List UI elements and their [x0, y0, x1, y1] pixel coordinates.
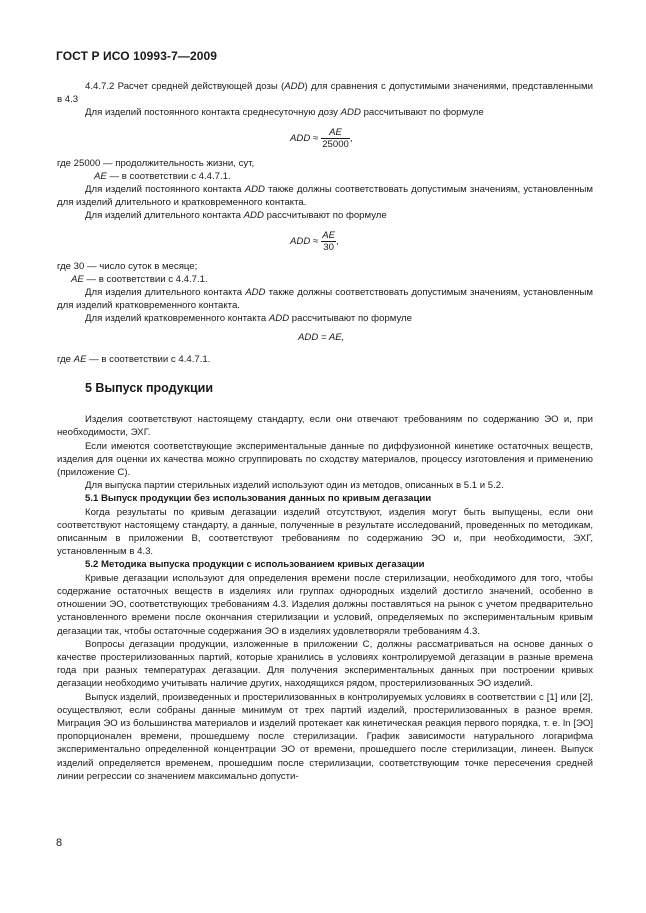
document-header: ГОСТ Р ИСО 10993-7—2009: [56, 49, 218, 63]
subsection-title: 5.2 Методика выпуска продукции с использованием кривых дегазации: [85, 559, 425, 571]
formula: ADD = AE,: [298, 331, 345, 343]
page-number: 8: [56, 837, 63, 849]
fraction-denominator: 25000: [322, 138, 349, 150]
formula-fraction: [321, 230, 336, 253]
formula-lhs: ADD ≈: [290, 132, 319, 144]
paragraph: Вопросы дегазации продукции, изложенные в приложении С, должны рассматриваться на основе данных о качестве простерилизованных партий, которые хранились в условиях контролируемой дегазации в разные времена года при разных температурах дегазации. Для получения экспериментальных данных при построении кривых дегазации необходимо учитывать наличие других, находящихся рядом, простерилизованных ЭО изделий.: [57, 638, 593, 690]
paragraph: Для изделий кратковременного контакта ADD рассчитывают по формуле: [85, 313, 412, 325]
formula: [57, 230, 593, 253]
paragraph: Когда результаты по кривым дегазации изделий отсутствуют, изделия могут быть выпущены, если они соответствуют настоящему стандарту, а данные, полученные в результате исследований, проведенных по методикам, описанным в приложении В, соответствуют требованиям по содержанию ЭО и, при необходимости, ЭХГ, установленным в 4.3.: [57, 506, 593, 558]
formula-tail: ,: [349, 132, 353, 144]
paragraph: AE — в соответствии с 4.4.7.1.: [94, 170, 231, 182]
fraction-numerator: AE: [321, 127, 350, 139]
paragraph: где 30 — число суток в месяце;: [57, 260, 198, 272]
paragraph: 4.4.7.2 Расчет средней действующей дозы (ADD) для сравнения с допустимыми значениями, представленными в 4.3: [57, 81, 594, 106]
paragraph: Для выпуска партии стерильных изделий используют один из методов, описанных в 5.1 и 5.2.: [85, 480, 504, 492]
paragraph: Если имеются соответствующие экспериментальные данные по диффузионной кинетике остаточных веществ, изделия для оценки их качества можно сгруппировать по сходству материалов, процессу изготовления и применению (приложение С).: [57, 440, 593, 479]
paragraph: Выпуск изделий, произведенных и простерилизованных в контролируемых условиях в соответствии с [1] или [2], осуществляют, если собраны данные минимум от трех партий изделий, простерилизованных в разное время. Миграция ЭО из большинства материалов и изделий протекает как кинетическая реакция первого порядка, т. е. ln [ЭО] пропорционален времени, прошедшему после стерилизации. График зависимости натурального логарифма экспериментально определенной концентрации ЭО от времени, прошедшего после стерилизации, линеен. Выпуск изделий определяется временем, прошедшим после стерилизации, соответствующим точке пересечения средней линии регрессии со значением максимально допусти-: [57, 691, 593, 782]
section-title: 5 Выпуск продукции: [85, 381, 214, 396]
paragraph: AE — в соответствии с 4.4.7.1.: [71, 273, 208, 285]
paragraph: Для изделия длительного контакта ADD также должны соответствовать допустимым значениям, установленным для изделий кратковременного контакта.: [57, 287, 593, 312]
paragraph: Для изделий постоянного контакта ADD также должны соответствовать допустимым значениям, установленным для изделий длительного и кратковременного контакта.: [57, 184, 593, 209]
paragraph: где 25000 — продолжительность жизни, сут,: [57, 157, 255, 169]
fraction-numerator: AE: [322, 229, 335, 241]
paragraph: Для изделий постоянного контакта среднесуточную дозу ADD рассчитывают по формуле: [85, 107, 484, 119]
formula-tail: ,: [336, 235, 339, 247]
paragraph: Для изделий длительного контакта ADD рассчитывают по формуле: [85, 210, 387, 222]
fraction-denominator: 30: [323, 241, 334, 253]
formula: [57, 127, 593, 150]
subsection-title: 5.1 Выпуск продукции без использования данных по кривым дегазации: [85, 493, 432, 505]
formula-fraction: [321, 127, 350, 150]
paragraph: Изделия соответствуют настоящему стандарту, если они отвечают требованиям по содержанию ЭО и, при необходимости, ЭХГ.: [57, 414, 593, 439]
paragraph: Кривые дегазации используют для определения времени после стерилизации, необходимого для того, чтобы содержание остаточных веществ в изделиях или группах однородных изделий достигло значений, особенно в отношении ЭО, соответствующих требованиям 4.3. Изделия должны поставляться на рынок с учетом предварительно установленного времени после окончания стерилизации и условий, определяемых по экспериментальным кривым дегазации так, чтобы остаточные содержания ЭО в изделиях удовлетворяли требованиям 4.3.: [57, 572, 593, 637]
formula-lhs: ADD ≈: [290, 235, 319, 247]
paragraph: где AE — в соответствии с 4.4.7.1.: [57, 353, 211, 365]
document-body: [57, 80, 593, 783]
